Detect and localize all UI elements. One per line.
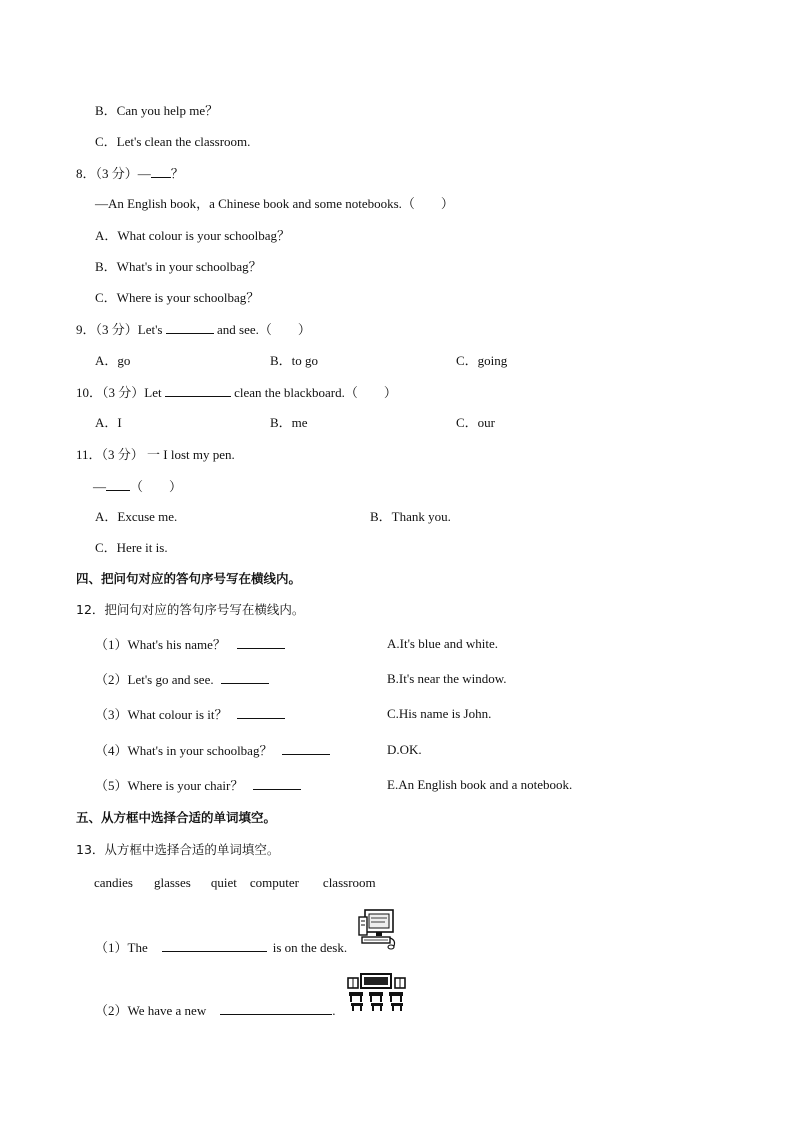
q12-question-2 <box>95 671 269 688</box>
q12-stem: 12．把问句对应的答句序号写在横线内。 <box>76 602 305 617</box>
q12-blank-1[interactable] <box>237 636 285 649</box>
q12-answer-a: A.It's blue and white. <box>387 636 499 651</box>
computer-icon <box>358 907 398 951</box>
word-bank-item: quiet <box>210 875 237 890</box>
q12-blank-3[interactable] <box>237 706 285 719</box>
q10-option-a: A．I <box>95 415 122 430</box>
q8-stem-prefix: 8．（3 分）— <box>76 166 151 181</box>
q12-question-5-text: （5）Where is your chair？ <box>95 778 244 793</box>
q9-stem <box>76 321 311 338</box>
section5-heading: 五、从方框中选择合适的单词填空。 <box>76 810 277 825</box>
q13-blank-1[interactable] <box>162 939 267 952</box>
q12-blank-4[interactable] <box>282 742 330 755</box>
q8-stem <box>76 165 184 182</box>
q12-answer-b: B.It's near the window. <box>387 671 507 686</box>
q12-answer-c: C.His name is John. <box>387 706 492 721</box>
q12-answer-d: D.OK. <box>387 742 422 757</box>
q12-question-1 <box>95 636 285 653</box>
q9-option-b: B．to go <box>270 353 319 368</box>
q8-line2: —An English book，a Chinese book and some notebooks.（ ） <box>95 196 454 211</box>
q13-blank-2[interactable] <box>220 1002 332 1015</box>
q9-option-a: A．go <box>95 353 131 368</box>
q12-blank-2[interactable] <box>221 671 269 684</box>
q12-question-5 <box>95 777 301 794</box>
word-bank-item: glasses <box>153 875 191 890</box>
q12-question-2-text: （2）Let's go and see. <box>95 672 214 687</box>
q9-stem-prefix: 9．（3 分）Let's <box>76 322 163 337</box>
q11-line2 <box>93 478 182 495</box>
q12-question-1-text: （1）What's his name？ <box>95 637 226 652</box>
q7-option-c: C．Let's clean the classroom. <box>95 134 251 149</box>
q10-stem-suffix: clean the blackboard.（ ） <box>234 385 397 400</box>
q13-s2-prefix: （2）We have a new <box>95 1003 207 1018</box>
q12-question-4 <box>95 742 330 759</box>
q13-s1-suffix: is on the desk. <box>272 940 348 955</box>
q13-sentence-1 <box>95 939 347 956</box>
q13-stem: 13．从方框中选择合适的单词填空。 <box>76 842 280 857</box>
q11-line2-prefix: — <box>93 479 106 494</box>
q11-line2-suffix: （ ） <box>130 479 183 494</box>
q13-s2-suffix: . <box>332 1003 336 1018</box>
q12-question-3-text: （3）What colour is it？ <box>95 707 228 722</box>
q10-stem <box>76 384 397 401</box>
q9-stem-suffix: and see.（ ） <box>216 322 311 337</box>
q10-stem-prefix: 10．（3 分）Let <box>76 385 162 400</box>
q11-answer-blank[interactable] <box>106 478 130 491</box>
q8-option-a: A．What colour is your schoolbag？ <box>95 228 290 243</box>
q10-answer-blank[interactable] <box>165 384 231 397</box>
q9-answer-blank[interactable] <box>166 321 214 334</box>
q12-blank-5[interactable] <box>253 777 301 790</box>
q11-stem: 11．（3 分） 一 I lost my pen. <box>76 447 235 462</box>
q10-option-c: C．our <box>456 415 496 430</box>
q12-answer-e: E.An English book and a notebook. <box>387 777 573 792</box>
q8-stem-suffix: ？ <box>170 166 184 181</box>
q12-question-3 <box>95 706 285 723</box>
q8-option-c: C．Where is your schoolbag？ <box>95 290 260 305</box>
section4-heading: 四、把问句对应的答句序号写在横线内。 <box>76 571 302 586</box>
word-bank-item: candies <box>94 875 133 890</box>
word-bank-item: computer <box>249 875 299 890</box>
word-bank <box>94 875 376 891</box>
q9-option-c: C．going <box>456 353 508 368</box>
q13-s1-prefix: （1）The <box>95 940 148 955</box>
classroom-icon <box>347 972 407 1012</box>
q7-option-b: B．Can you help me？ <box>95 103 219 118</box>
q8-answer-blank[interactable] <box>151 165 171 178</box>
q8-option-b: B．What's in your schoolbag？ <box>95 259 262 274</box>
q11-option-a: A．Excuse me. <box>95 509 178 524</box>
word-bank-item: classroom <box>322 875 376 890</box>
q12-question-4-text: （4）What's in your schoolbag？ <box>95 743 273 758</box>
q11-option-c: C．Here it is. <box>95 540 168 555</box>
q13-sentence-2 <box>95 1002 335 1019</box>
q10-option-b: B．me <box>270 415 308 430</box>
q11-option-b: B．Thank you. <box>370 509 451 524</box>
